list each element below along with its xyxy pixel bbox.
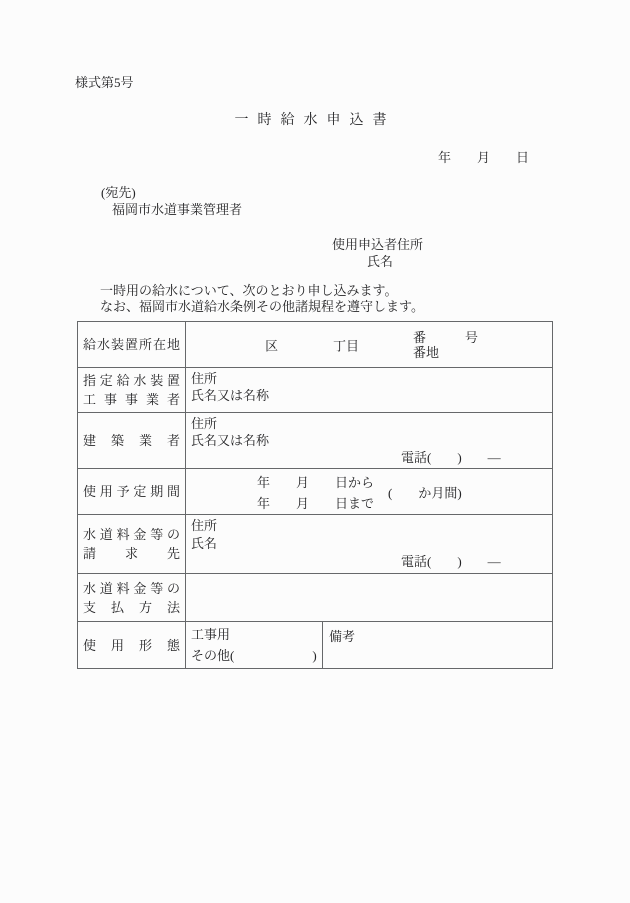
construction-company-label-cell <box>78 413 186 469</box>
application-table <box>77 321 553 669</box>
remarks-cell <box>323 622 553 669</box>
row-usage-type <box>78 622 553 669</box>
billing-address-field-label: 住所 <box>191 518 218 533</box>
designated-contractor-label-cell <box>78 368 186 413</box>
chome-label: 丁目 <box>333 338 360 353</box>
usage-period-value-cell <box>186 469 553 515</box>
row-construction-company <box>78 413 553 469</box>
payment-method-label-line1: 水道料金等の <box>83 580 180 596</box>
date-line: 年 月 日 <box>438 150 530 165</box>
usage-other-label: その他( ) <box>191 648 317 663</box>
contractor-name-label: 氏名又は名称 <box>191 388 270 403</box>
usage-period-label: 使用予定期間 <box>83 484 180 499</box>
usage-period-label-cell <box>78 469 186 515</box>
banchi-label: 番地 <box>413 344 440 360</box>
supply-location-label-cell <box>78 322 186 368</box>
ban-go-label: 番 号 <box>413 329 479 345</box>
contractor-address-label: 住所 <box>191 371 218 386</box>
row-supply-location <box>78 322 553 368</box>
intro-line-1: 一時用の給水について、次のとおり申し込みます。 <box>100 283 398 298</box>
billing-address-value-cell <box>186 515 553 574</box>
builder-address-label: 住所 <box>191 416 218 431</box>
addressee-label: (宛先) <box>101 185 136 200</box>
row-designated-contractor <box>78 368 553 413</box>
payment-method-label-cell <box>78 574 186 622</box>
payment-method-label-line2: 支払方法 <box>83 599 180 615</box>
designated-contractor-value-cell <box>186 368 553 413</box>
designated-contractor-label-line2: 工事事業者 <box>83 392 180 407</box>
form-number: 様式第5号 <box>75 75 134 90</box>
applicant-address-label: 使用申込者住所 <box>332 237 424 252</box>
billing-phone-label: 電話( ) ― <box>401 554 501 569</box>
intro-line-2: なお、福岡市水道給水条例その他諸規程を遵守します。 <box>100 299 424 314</box>
addressee-name: 福岡市水道事業管理者 <box>112 202 243 217</box>
billing-name-field-label: 氏名 <box>191 536 218 551</box>
supply-location-value-cell <box>186 322 553 368</box>
period-from-label: 年 月 日から <box>257 474 375 490</box>
usage-type-value-cell <box>186 622 323 669</box>
builder-name-label: 氏名又は名称 <box>191 433 270 448</box>
payment-method-value-cell <box>186 574 553 622</box>
row-payment-method <box>78 574 553 622</box>
usage-type-label: 使用形態 <box>83 637 180 653</box>
billing-address-label-line2: 請求先 <box>83 546 180 561</box>
construction-company-label: 建築業者 <box>83 433 180 448</box>
usage-construction-label: 工事用 <box>191 627 231 642</box>
period-to-label: 年 月 日まで <box>257 495 375 511</box>
billing-address-label-cell <box>78 515 186 574</box>
construction-company-value-cell <box>186 413 553 469</box>
remarks-label: 備考 <box>329 629 356 644</box>
period-months-label: ( か月間) <box>388 485 462 500</box>
designated-contractor-label-line1: 指定給水装置 <box>83 373 180 388</box>
builder-phone-label: 電話( ) ― <box>401 450 501 465</box>
supply-location-label: 給水装置所在地 <box>83 337 180 352</box>
usage-type-label-cell <box>78 622 186 669</box>
ward-label: 区 <box>265 338 279 353</box>
row-usage-period <box>78 469 553 515</box>
form-title: 一時給水申込書 <box>234 113 396 128</box>
row-billing-address <box>78 515 553 574</box>
billing-address-label-line1: 水道料金等の <box>83 527 180 542</box>
block-number-labels <box>413 330 478 360</box>
applicant-name-label: 氏名 <box>367 254 394 269</box>
